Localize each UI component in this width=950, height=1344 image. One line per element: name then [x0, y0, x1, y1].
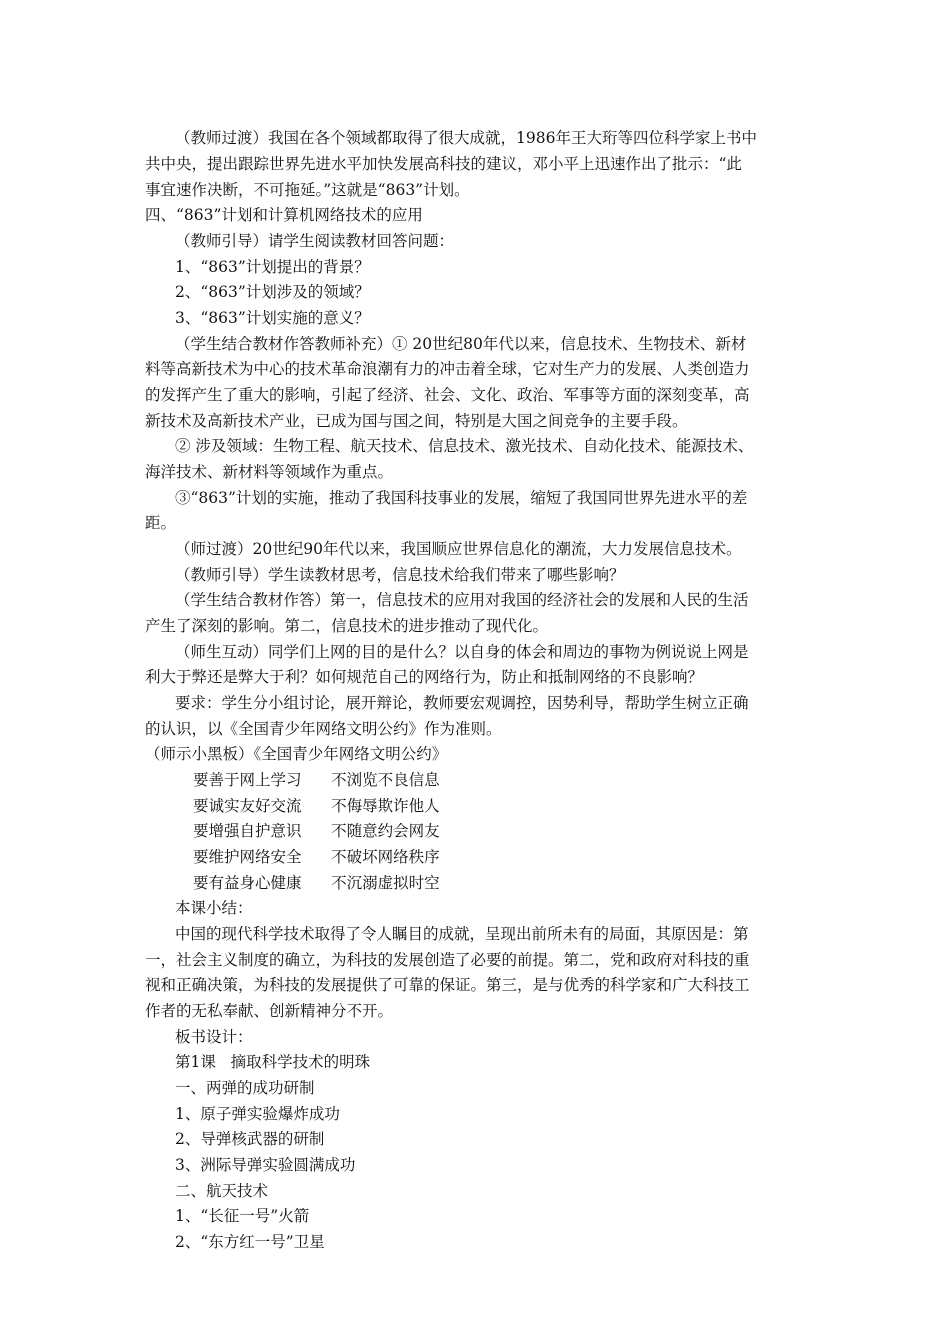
paragraph-line: 中国的现代科学技术取得了令人瞩目的成就，呈现出前所未有的局面，其原因是：第 [175, 925, 749, 943]
paragraph-line: ③“863”计划的实施，推动了我国科技事业的发展，缩短了我国同世界先进水平的差 [175, 489, 748, 507]
question-item: 2、“863”计划涉及的领域？ [175, 283, 370, 301]
convention-row: 要有益身心健康 不沉溺虚拟时空 [193, 874, 440, 892]
paragraph-line: （师生互动）同学们上网的目的是什么？以自身的体会和周边的事物为例说说上网是 [175, 643, 749, 661]
paragraph-line: 新技术及高新技术产业，已成为国与国之间，特别是大国之间竞争的主要手段。 [145, 412, 688, 430]
outline-item: 第1课 摘取科学技术的明珠 [175, 1053, 371, 1071]
paragraph-line: （学生结合教材作答教师补充）① 20世纪80年代以来，信息技术、生物技术、新材 [175, 335, 747, 353]
paragraph-line: 作者的无私奉献、创新精神分不开。 [145, 1002, 394, 1020]
paragraph-line: 距。 [145, 514, 177, 532]
paragraph-line: 要求：学生分小组讨论，展开辩论，教师要宏观调控，因势利导，帮助学生树立正确 [175, 694, 749, 712]
paragraph-line: （师示小黑板）《全国青少年网络文明公约》 [145, 745, 448, 763]
convention-row: 要增强自护意识 不随意约会网友 [193, 822, 440, 840]
paragraph-line: 海洋技术、新材料等领域作为重点。 [145, 463, 394, 481]
paragraph-line: 料等高新技术为中心的技术革命浪潮有力的冲击着全球，它对生产力的发展、人类创造力 [145, 360, 750, 378]
convention-row: 要善于网上学习 不浏览不良信息 [193, 771, 440, 789]
paragraph-line: 利大于弊还是弊大于利？如何规范自己的网络行为，防止和抵制网络的不良影响？ [145, 668, 704, 686]
section-heading: 板书设计： [175, 1028, 253, 1046]
outline-item: 一、两弹的成功研制 [175, 1079, 315, 1097]
paragraph-line: （学生结合教材作答）第一，信息技术的应用对我国的经济社会的发展和人民的生活 [175, 591, 749, 609]
section-heading: 本课小结： [175, 899, 253, 917]
section-heading: 四、“863”计划和计算机网络技术的应用 [145, 206, 423, 224]
convention-row: 要维护网络安全 不破坏网络秩序 [193, 848, 440, 866]
outline-item: 3、洲际导弹实验圆满成功 [175, 1156, 356, 1174]
paragraph-line: （师过渡）20世纪90年代以来，我国顺应世界信息化的潮流，大力发展信息技术。 [175, 540, 742, 558]
outline-item: 2、“东方红一号”卫星 [175, 1233, 325, 1251]
outline-item: 2、导弹核武器的研制 [175, 1130, 325, 1148]
paragraph-line: 事宜速作决断，不可拖延。”这就是“863”计划。 [145, 181, 470, 199]
paragraph-line: 产生了深刻的影响。第二，信息技术的进步推动了现代化。 [145, 617, 549, 635]
outline-item: 1、“长征一号”火箭 [175, 1207, 310, 1225]
paragraph-line: 一，社会主义制度的确立，为科技的发展创造了必要的前提。第二，党和政府对科技的重 [145, 951, 750, 969]
paragraph-line: 的认识，以《全国青少年网络文明公约》作为准则。 [145, 720, 502, 738]
paragraph-line: （教师引导）学生读教材思考，信息技术给我们带来了哪些影响？ [175, 566, 625, 584]
paragraph-line: ② 涉及领域：生物工程、航天技术、信息技术、激光技术、自动化技术、能源技术、 [175, 437, 754, 455]
outline-item: 1、原子弹实验爆炸成功 [175, 1105, 340, 1123]
convention-row: 要诚实友好交流 不侮辱欺诈他人 [193, 797, 440, 815]
paragraph-line: 共中央，提出跟踪世界先进水平加快发展高科技的建议，邓小平上迅速作出了批示：“此 [145, 155, 742, 173]
paragraph-line: 的发挥产生了重大的影响，引起了经济、社会、文化、政治、军事等方面的深刻变革，高 [145, 386, 750, 404]
paragraph-line: 视和正确决策，为科技的发展提供了可靠的保证。第三，是与优秀的科学家和广大科技工 [145, 976, 750, 994]
paragraph-line: （教师引导）请学生阅读教材回答问题： [175, 232, 455, 250]
question-item: 1、“863”计划提出的背景？ [175, 258, 370, 276]
outline-item: 二、航天技术 [175, 1182, 269, 1200]
question-item: 3、“863”计划实施的意义？ [175, 309, 370, 327]
paragraph-line: （教师过渡）我国在各个领域都取得了很大成就，1986年王大珩等四位科学家上书中 [175, 129, 757, 147]
